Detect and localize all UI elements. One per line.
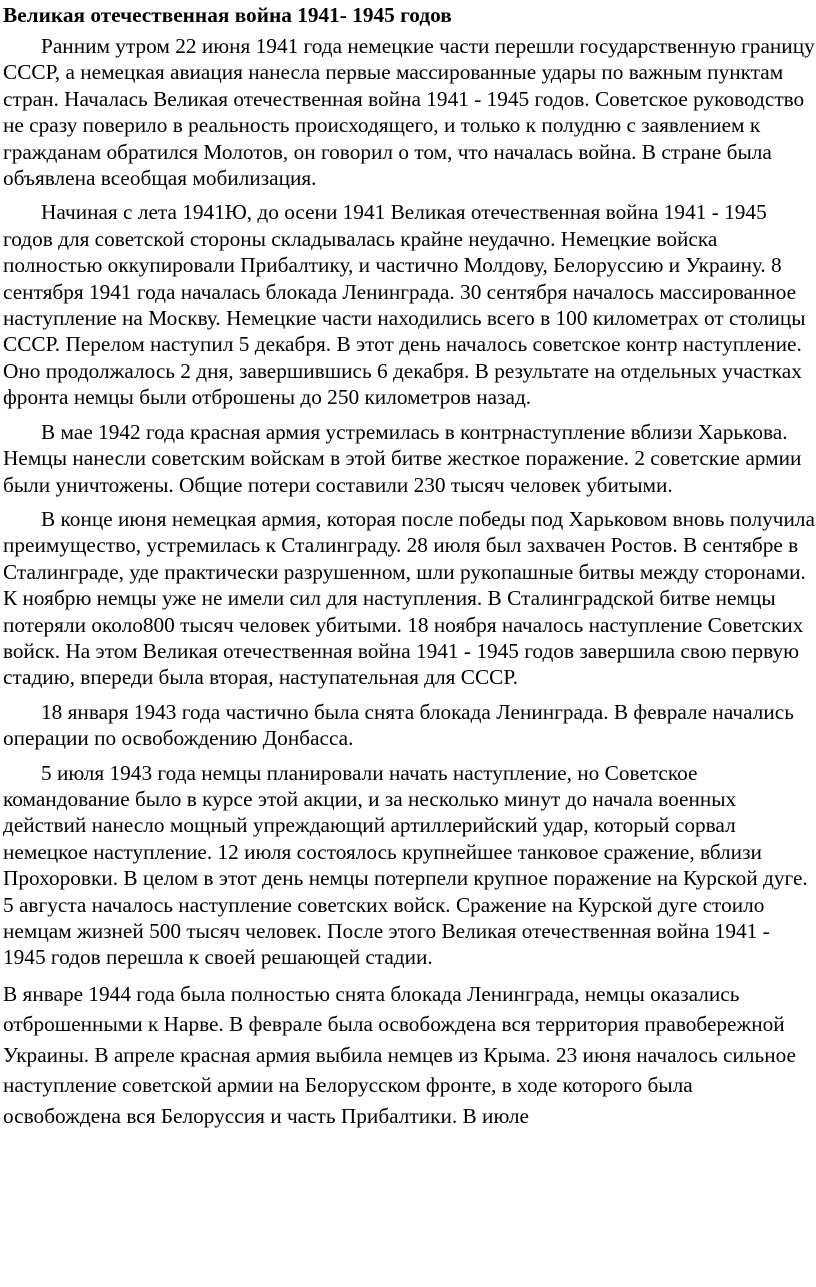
paragraph-7: В январе 1944 года была полностью снята блокада Ленинграда, немцы оказались отброшенными к Нарве. В феврале была освобождена вся территория правобережной Украины. В апреле красная армия выбила немцев из Крыма. 23 июня началось сильное наступление советской армии на Белорусском фронте, в ходе которого была освобождена вся Белоруссия и часть Прибалтики. В июле xyxy=(3,981,796,1128)
paragraph-4: В конце июня немецкая армия, которая после победы под Харьковом вновь получила преимущество, устремилась к Сталинграду. 28 июля был захвачен Ростов. В сентябре в Сталинграде, уде практически разрушенном, шли рукопашные битвы между сторонами. К ноябрю немцы уже не имели сил для наступления. В Сталинградской битве немцы потеряли около800 тысяч человек убитыми. 18 ноября началось наступление Советских войск. На этом Великая отечественная война 1941 - 1945 годов завершила свою первую стадию, впереди была вторая, наступательная для СССР. xyxy=(3,506,815,690)
paragraph-3: В мае 1942 года красная армия устремилась в контрнаступление вблизи Харькова. Немцы нанесли советским войскам в этой битве жесткое поражение. 2 советские армии были уничтожены. Общие потери составили 230 тысяч человек убитыми. xyxy=(3,419,802,497)
paragraph-2: Начиная с лета 1941Ю, до осени 1941 Великая отечественная война 1941 - 1945 годов для советской стороны складывалась крайне неудачно. Немецкие войска полностью оккупировали Прибалтику, и частично Молдову, Белоруссию и Украину. 8 сентября 1941 года началась блокада Ленинграда. 30 сентября началось массированное наступление на Москву. Немецкие части находились всего в 100 километрах от столицы СССР. Перелом наступил 5 декабря. В этот день началось советское контр наступление. Оно продолжалось 2 дня, завершившись 6 декабря. В результате на отдельных участках фронта немцы были отброшены до 250 километров назад. xyxy=(3,200,806,410)
paragraph-1: Ранним утром 22 июня 1941 года немецкие части перешли государственную границу СССР, а немецкая авиация нанесла первые массированные удары по важным пунктам стран. Началась Великая отечественная война 1941 - 1945 годов. Советское руководство не сразу поверило в реальность происходящего, и только к полудню с заявлением к гражданам обратился Молотов, он говорил о том, что началась война. В стране была объявлена всеобщая мобилизация. xyxy=(3,34,815,191)
paragraph-5: 18 января 1943 года частично была снята блокада Ленинграда. В феврале начались операции по освобождению Донбасса. xyxy=(3,699,794,751)
document-title: Великая отечественная война 1941- 1945 годов xyxy=(3,3,452,27)
paragraph-6: 5 июля 1943 года немцы планировали начать наступление, но Советское командование было в курсе этой акции, и за несколько минут до начала военных действий нанесло мощный упреждающий артиллерийский удар, который сорвал немецкое наступление. 12 июля состоялось крупнейшее танковое сражение, вблизи Прохоровки. В целом в этот день немцы потерпели крупное поражение на Курской дуге. 5 августа началось наступление советских войск. Сражение на Курской дуге стоило немцам жизней 500 тысяч человек. После этого Великая отечественная война 1941 - 1945 годов перешла к своей решающей стадии. xyxy=(3,760,808,970)
